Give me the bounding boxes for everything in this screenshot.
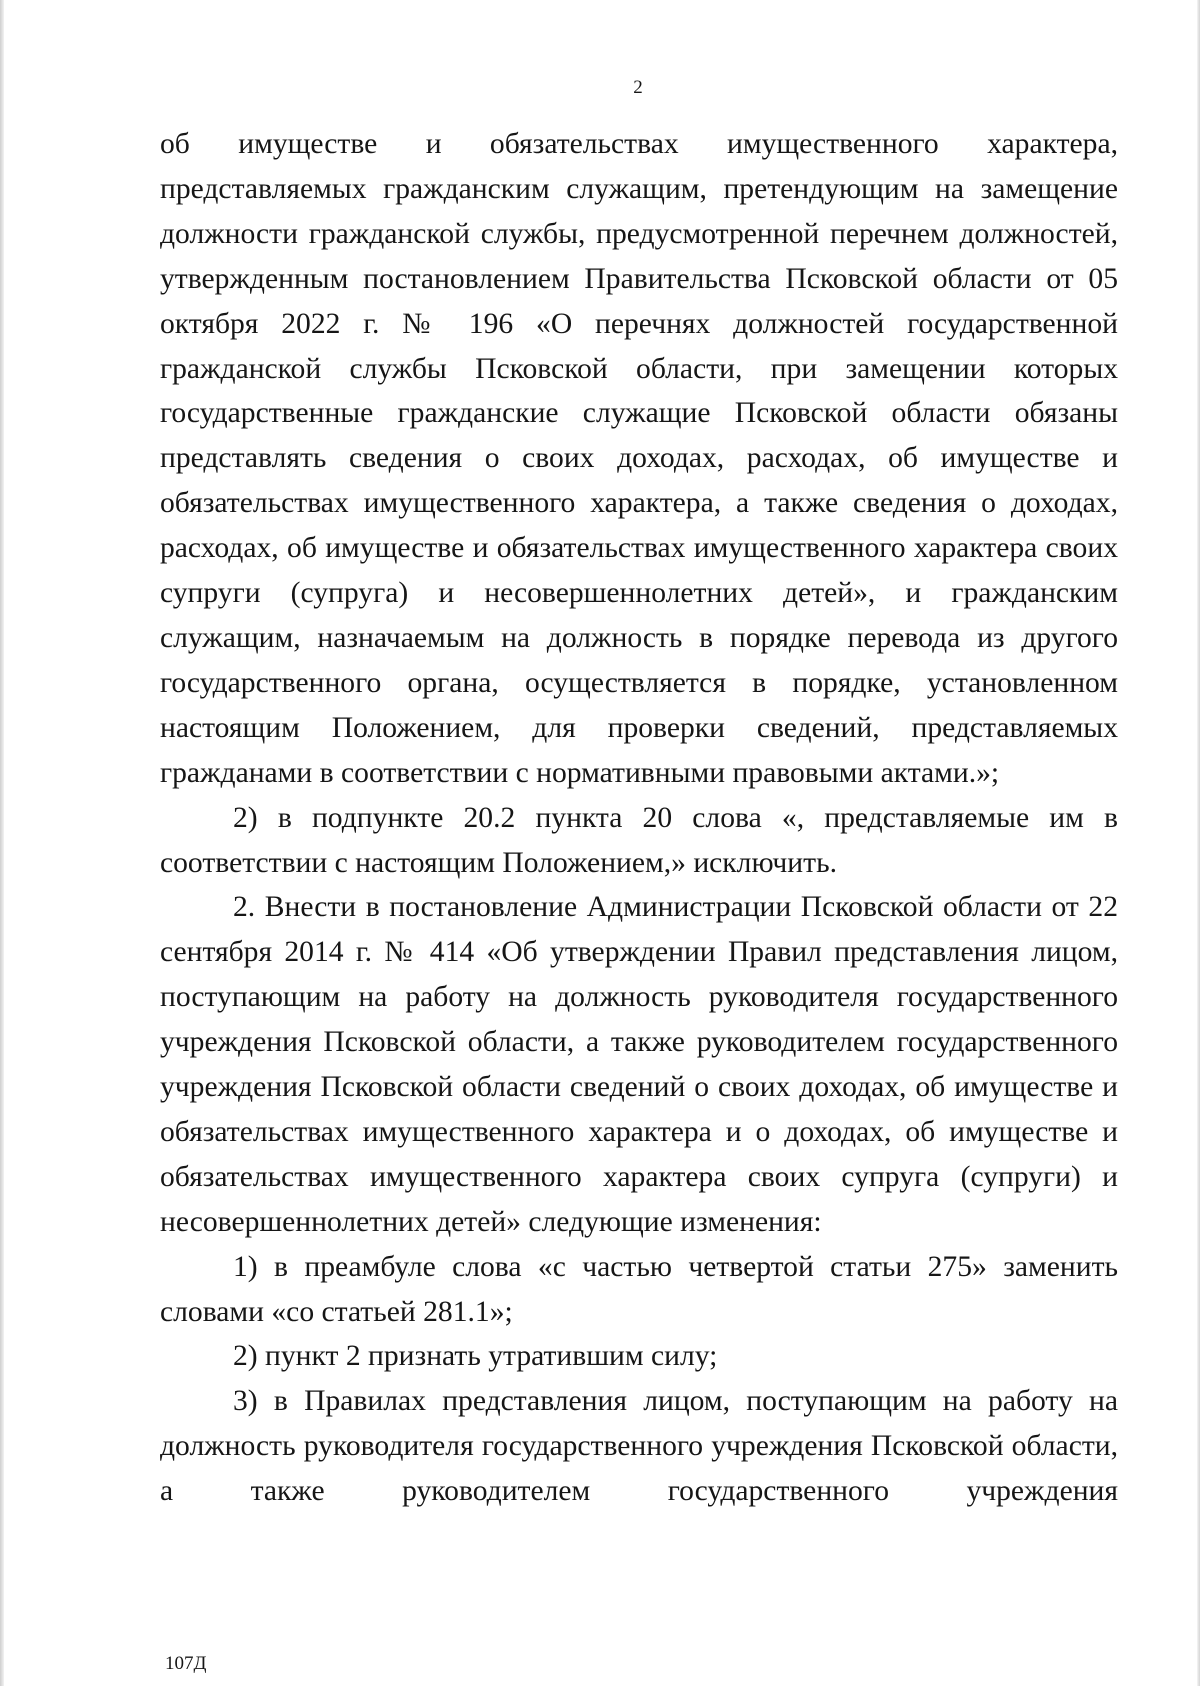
scan-edge-left bbox=[0, 0, 4, 1686]
document-body bbox=[160, 122, 1118, 1514]
paragraph-item-2-3: 3) в Правилах представления лицом, поступающим на работу на должность руководителя государственного учреждения Псковской области, а также руководителем государственного учреждения bbox=[160, 1385, 1118, 1508]
page-number: 2 bbox=[633, 77, 643, 98]
paragraph-item-1-2: 2) в подпункте 20.2 пункта 20 слова «, представляемые им в соответствии с настоящим Положением,» исключить. bbox=[160, 801, 1118, 879]
paragraph-point-2: 2. Внести в постановление Администрации Псковской области от 22 сентября 2014 г. № 414 «Об утверждении Правил представления лицом, поступающим на работу на должность руководителя государственного учреждения Псковской области, а также руководителем государственного учреждения Псковской области сведений о своих доходах, об имуществе и обязательствах имущественного характера и о доходах, об имуществе и обязательствах имущественного характера своих супруга (супруги) и несовершеннолетних детей» следующие изменения: bbox=[160, 891, 1118, 1238]
paragraph-item-2-2: 2) пункт 2 признать утратившим силу; bbox=[233, 1340, 718, 1373]
document-footer-code: 107Д bbox=[165, 1653, 207, 1674]
paragraph-continuation: об имуществе и обязательствах имущественного характера, представляемых гражданским служащим, претендующим на замещение должности гражданской службы, предусмотренной перечнем должностей, утвержденным постановлением Правительства Псковской области от 05 октября 2022 г. № 196 «О перечнях должностей государственной гражданской службы Псковской области, при замещении которых государственные гражданские служащие Псковской области обязаны представлять сведения о своих доходах, расходах, об имуществе и обязательствах имущественного характера, а также сведения о доходах, расходах, об имуществе и обязательствах имущественного характера своих супруги (супруга) и несовершеннолетних детей», и гражданским служащим, назначаемым на должность в порядке перевода из другого государственного органа, осуществляется в порядке, установленном настоящим Положением, для проверки сведений, представляемых гражданами в соответствии с нормативными правовыми актами.»; bbox=[160, 128, 1118, 789]
paragraph-item-2-1: 1) в преамбуле слова «с частью четвертой статьи 275» заменить словами «со статьей 281.1»; bbox=[160, 1250, 1118, 1328]
